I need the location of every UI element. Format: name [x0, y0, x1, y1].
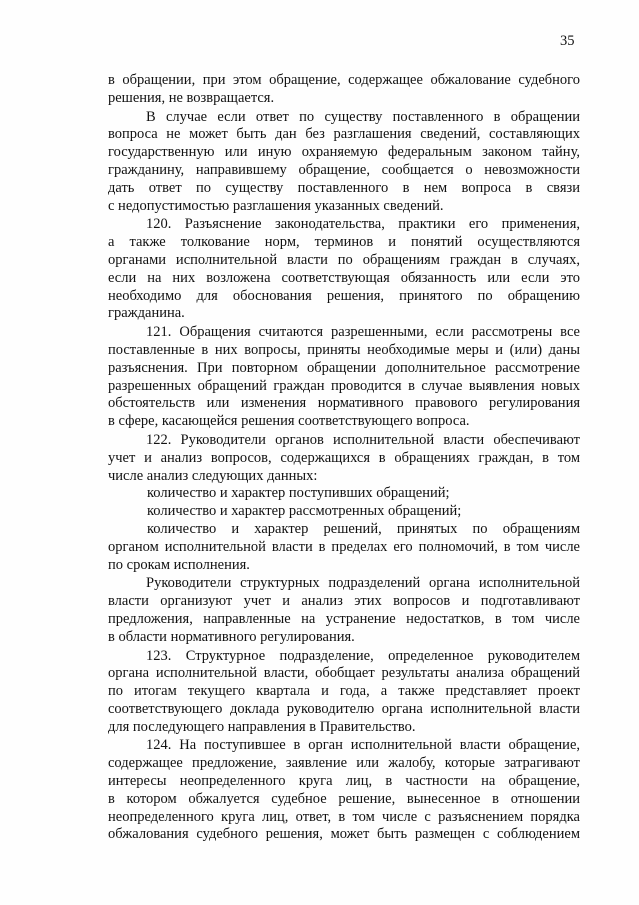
text-line: разъяснения. При повторном обращении дополнительное рассмотрение [108, 359, 580, 376]
text-line: необходимо для обоснования решения, принятого по обращению [108, 287, 580, 304]
text-line: гражданину, направившему обращение, сообщается о невозможности [108, 161, 580, 178]
list-item: количество и характер рассмотренных обращений; [147, 503, 462, 520]
text-line: а также толкование норм, терминов и понятий осуществляются [108, 234, 580, 251]
text-line: по итогам текущего квартала и года, а также представляет проект [108, 683, 580, 700]
paragraph-123-first-line: 123. Структурное подразделение, определенное руководителем [146, 647, 580, 664]
list-item: количество и характер поступивших обращений; [147, 485, 450, 502]
text-line: обжалования судебного решения, может быть размещен с соблюдением [108, 826, 580, 843]
list-item: количество и характер решений, принятых по обращениям [147, 520, 580, 537]
paragraph-124-first-line: 124. На поступившее в орган исполнительной власти обращение, [146, 737, 580, 754]
paragraph-first-line: В случае если ответ по существу поставленного в обращении [146, 108, 580, 125]
paragraph-122-first-line: 122. Руководители органов исполнительной власти обеспечивают [146, 431, 580, 448]
text-line: органами исполнительной власти по обращениям граждан в случаях, [108, 251, 580, 268]
text-line: вопроса не может быть дан без разглашения сведений, составляющих [108, 126, 580, 143]
text-line: в сфере, касающейся решения соответствующего вопроса. [108, 413, 470, 430]
text-line: дать ответ по существу поставленного в нем вопроса в связи [108, 179, 580, 196]
text-line: содержащее предложение, заявление или жалобу, которые затрагивают [108, 755, 580, 772]
paragraph-120-first-line: 120. Разъяснение законодательства, практики его применения, [146, 216, 580, 233]
text-line: власти организуют учет и анализ этих вопросов и подготавливают [108, 593, 580, 610]
text-line: неопределенного круга лиц, ответ, в том числе с разъяснением порядка [108, 808, 580, 825]
text-line: с недопустимостью разглашения указанных сведений. [108, 197, 444, 214]
text-line: решения, не возвращается. [108, 89, 275, 106]
text-line: разрешенных обращений граждан проводится в случае выявления новых [108, 377, 580, 394]
paragraph-121-first-line: 121. Обращения считаются разрешенными, если рассмотрены все [146, 324, 580, 341]
text-line: органа исполнительной власти, обобщает результаты анализа обращений [108, 665, 580, 682]
text-line: если на них возложена соответствующая обязанность или если это [108, 269, 580, 286]
text-line: в обращении, при этом обращение, содержащее обжалование судебного [108, 72, 580, 88]
text-line: в области нормативного регулирования. [108, 628, 355, 645]
text-line: органом исполнительной власти в пределах его полномочий, в том числе [108, 538, 580, 555]
page-number: 35 [560, 33, 575, 49]
text-line: гражданина. [108, 305, 185, 322]
text-line: в котором обжалуется судебное решение, вынесенное в отношении [108, 790, 580, 807]
text-line: числе анализ следующих данных: [108, 467, 318, 484]
text-line: государственную или иную охраняемую федеральным законом тайну, [108, 144, 580, 161]
text-line: интересы неопределенного круга лиц, в частности на обращение, [108, 773, 580, 790]
text-line: предложения, направленные на устранение недостатков, в том числе [108, 610, 580, 627]
text-line: учет и анализ вопросов, содержащихся в обращениях граждан, в том [108, 449, 580, 466]
text-line: соответствующего доклада руководителю органа исполнительной власти [108, 700, 580, 717]
text-line: по срокам исполнения. [108, 556, 250, 573]
document-body [108, 72, 580, 844]
text-line: поставленные в них вопросы, приняты необходимые меры и (или) даны [108, 341, 580, 358]
text-line: обстоятельств или изменения нормативного правового регулирования [108, 395, 580, 412]
text-line: для последующего направления в Правительство. [108, 718, 416, 735]
paragraph-first-line: Руководители структурных подразделений органа исполнительной [146, 575, 580, 592]
